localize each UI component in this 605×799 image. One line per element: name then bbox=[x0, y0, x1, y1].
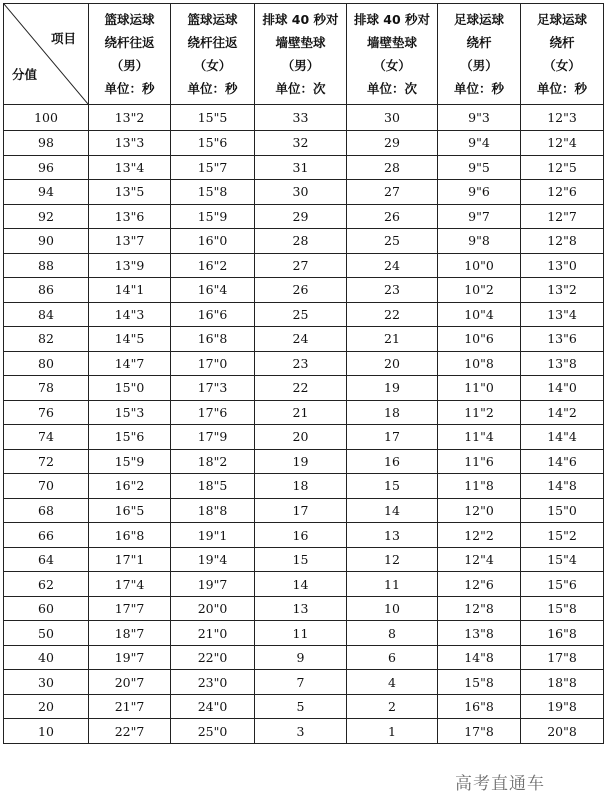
football-male-cell: 12"6 bbox=[438, 572, 521, 597]
score-cell: 98 bbox=[4, 131, 89, 156]
column-header-line: 绕杆往返 bbox=[187, 35, 238, 50]
football-male-cell: 10"6 bbox=[438, 327, 521, 352]
score-cell: 84 bbox=[4, 302, 89, 327]
basketball-female-cell: 25"0 bbox=[171, 719, 255, 744]
football-male-cell: 10"4 bbox=[438, 302, 521, 327]
volleyball-male-cell: 27 bbox=[255, 253, 347, 278]
basketball-male-cell: 17"1 bbox=[89, 547, 171, 572]
football-male-cell: 9"5 bbox=[438, 155, 521, 180]
volleyball-female-cell: 4 bbox=[347, 670, 438, 695]
column-header-line: （男） bbox=[281, 58, 320, 73]
basketball-male-cell: 18"7 bbox=[89, 621, 171, 646]
basketball-male-cell: 14"3 bbox=[89, 302, 171, 327]
basketball-male-cell: 15"3 bbox=[89, 400, 171, 425]
volleyball-male-cell: 29 bbox=[255, 204, 347, 229]
football-female-cell: 18"8 bbox=[521, 670, 604, 695]
football-male-cell: 9"4 bbox=[438, 131, 521, 156]
volleyball-male-cell: 26 bbox=[255, 278, 347, 303]
volleyball-male-cell: 16 bbox=[255, 523, 347, 548]
column-header-football-female bbox=[521, 4, 604, 105]
basketball-female-cell: 15"8 bbox=[171, 180, 255, 205]
column-header-line: 排球 40 秒对 bbox=[262, 12, 339, 27]
column-header-volleyball-male bbox=[255, 4, 347, 105]
column-header-line: 篮球运球 bbox=[104, 12, 155, 27]
table-row bbox=[4, 523, 604, 548]
football-female-cell: 19"8 bbox=[521, 694, 604, 719]
basketball-male-cell: 17"4 bbox=[89, 572, 171, 597]
volleyball-male-cell: 28 bbox=[255, 229, 347, 254]
football-male-cell: 12"4 bbox=[438, 547, 521, 572]
football-female-cell: 13"0 bbox=[521, 253, 604, 278]
basketball-male-cell: 20"7 bbox=[89, 670, 171, 695]
score-cell: 100 bbox=[4, 105, 89, 131]
column-header-line: 足球运球 bbox=[453, 12, 504, 27]
column-header-unit: 单位：次 bbox=[366, 81, 417, 96]
football-female-cell: 14"4 bbox=[521, 425, 604, 450]
basketball-male-cell: 17"7 bbox=[89, 596, 171, 621]
basketball-female-cell: 17"0 bbox=[171, 351, 255, 376]
basketball-female-cell: 17"6 bbox=[171, 400, 255, 425]
corner-score-label: 分值 bbox=[12, 67, 38, 82]
football-female-cell: 14"0 bbox=[521, 376, 604, 401]
volleyball-female-cell: 23 bbox=[347, 278, 438, 303]
column-header-line: （女） bbox=[193, 58, 232, 73]
score-table bbox=[3, 3, 604, 744]
score-cell: 64 bbox=[4, 547, 89, 572]
column-header-line: 绕杆 bbox=[466, 35, 492, 50]
score-cell: 66 bbox=[4, 523, 89, 548]
football-male-cell: 10"2 bbox=[438, 278, 521, 303]
football-male-cell: 12"0 bbox=[438, 498, 521, 523]
basketball-female-cell: 15"7 bbox=[171, 155, 255, 180]
basketball-female-cell: 16"8 bbox=[171, 327, 255, 352]
volleyball-female-cell: 21 bbox=[347, 327, 438, 352]
score-cell: 60 bbox=[4, 596, 89, 621]
basketball-female-cell: 16"4 bbox=[171, 278, 255, 303]
football-female-cell: 15"0 bbox=[521, 498, 604, 523]
table-row bbox=[4, 376, 604, 401]
column-header-unit: 单位：秒 bbox=[536, 81, 587, 96]
volleyball-male-cell: 25 bbox=[255, 302, 347, 327]
football-male-cell: 11"6 bbox=[438, 449, 521, 474]
football-male-cell: 11"0 bbox=[438, 376, 521, 401]
football-female-cell: 15"4 bbox=[521, 547, 604, 572]
volleyball-female-cell: 13 bbox=[347, 523, 438, 548]
football-female-cell: 13"8 bbox=[521, 351, 604, 376]
football-female-cell: 12"6 bbox=[521, 180, 604, 205]
column-header-line: （男） bbox=[460, 58, 498, 73]
basketball-male-cell: 13"3 bbox=[89, 131, 171, 156]
volleyball-female-cell: 25 bbox=[347, 229, 438, 254]
football-female-cell: 13"4 bbox=[521, 302, 604, 327]
football-male-cell: 15"8 bbox=[438, 670, 521, 695]
score-cell: 76 bbox=[4, 400, 89, 425]
basketball-male-cell: 14"7 bbox=[89, 351, 171, 376]
score-cell: 96 bbox=[4, 155, 89, 180]
column-header-line: 绕杆往返 bbox=[104, 35, 155, 50]
football-male-cell: 17"8 bbox=[438, 719, 521, 744]
score-cell: 94 bbox=[4, 180, 89, 205]
volleyball-female-cell: 27 bbox=[347, 180, 438, 205]
column-header-line: 绕杆 bbox=[549, 35, 575, 50]
table-row bbox=[4, 645, 604, 670]
basketball-male-cell: 16"5 bbox=[89, 498, 171, 523]
basketball-female-cell: 19"7 bbox=[171, 572, 255, 597]
football-male-cell: 9"3 bbox=[438, 105, 521, 131]
basketball-female-cell: 17"9 bbox=[171, 425, 255, 450]
score-cell: 78 bbox=[4, 376, 89, 401]
football-male-cell: 13"8 bbox=[438, 621, 521, 646]
basketball-female-cell: 16"6 bbox=[171, 302, 255, 327]
basketball-female-cell: 18"8 bbox=[171, 498, 255, 523]
basketball-female-cell: 19"4 bbox=[171, 547, 255, 572]
column-header-line: 足球运球 bbox=[536, 12, 587, 27]
column-header-unit: 单位：秒 bbox=[187, 81, 238, 96]
table-row bbox=[4, 180, 604, 205]
volleyball-female-cell: 24 bbox=[347, 253, 438, 278]
watermark: 高考直通车 bbox=[452, 769, 548, 794]
score-cell: 74 bbox=[4, 425, 89, 450]
basketball-female-cell: 16"0 bbox=[171, 229, 255, 254]
column-header-line: （女） bbox=[373, 58, 411, 73]
volleyball-male-cell: 9 bbox=[255, 645, 347, 670]
volleyball-female-cell: 29 bbox=[347, 131, 438, 156]
table-row bbox=[4, 351, 604, 376]
header-row bbox=[4, 4, 604, 105]
football-male-cell: 9"8 bbox=[438, 229, 521, 254]
score-cell: 90 bbox=[4, 229, 89, 254]
score-cell: 50 bbox=[4, 621, 89, 646]
table-row bbox=[4, 204, 604, 229]
basketball-male-cell: 22"7 bbox=[89, 719, 171, 744]
column-header-line: （女） bbox=[543, 58, 581, 73]
volleyball-male-cell: 5 bbox=[255, 694, 347, 719]
volleyball-male-cell: 32 bbox=[255, 131, 347, 156]
basketball-male-cell: 16"8 bbox=[89, 523, 171, 548]
volleyball-female-cell: 6 bbox=[347, 645, 438, 670]
basketball-female-cell: 18"5 bbox=[171, 474, 255, 499]
score-cell: 30 bbox=[4, 670, 89, 695]
score-cell: 20 bbox=[4, 694, 89, 719]
basketball-male-cell: 13"7 bbox=[89, 229, 171, 254]
volleyball-female-cell: 19 bbox=[347, 376, 438, 401]
score-cell: 68 bbox=[4, 498, 89, 523]
basketball-male-cell: 15"9 bbox=[89, 449, 171, 474]
score-cell: 62 bbox=[4, 572, 89, 597]
table-row bbox=[4, 155, 604, 180]
football-male-cell: 11"2 bbox=[438, 400, 521, 425]
volleyball-female-cell: 28 bbox=[347, 155, 438, 180]
football-male-cell: 11"8 bbox=[438, 474, 521, 499]
table-row bbox=[4, 278, 604, 303]
football-male-cell: 12"8 bbox=[438, 596, 521, 621]
volleyball-male-cell: 24 bbox=[255, 327, 347, 352]
table-row bbox=[4, 694, 604, 719]
table-row bbox=[4, 670, 604, 695]
table-row bbox=[4, 449, 604, 474]
football-female-cell: 12"4 bbox=[521, 131, 604, 156]
football-female-cell: 20"8 bbox=[521, 719, 604, 744]
football-male-cell: 9"7 bbox=[438, 204, 521, 229]
volleyball-female-cell: 17 bbox=[347, 425, 438, 450]
basketball-female-cell: 18"2 bbox=[171, 449, 255, 474]
table-row bbox=[4, 719, 604, 744]
column-header-basketball-female bbox=[171, 4, 255, 105]
basketball-male-cell: 14"5 bbox=[89, 327, 171, 352]
basketball-male-cell: 13"2 bbox=[89, 105, 171, 131]
table-row bbox=[4, 425, 604, 450]
volleyball-female-cell: 16 bbox=[347, 449, 438, 474]
football-female-cell: 13"2 bbox=[521, 278, 604, 303]
basketball-male-cell: 16"2 bbox=[89, 474, 171, 499]
column-header-line: 墙壁垫球 bbox=[275, 35, 326, 50]
volleyball-female-cell: 22 bbox=[347, 302, 438, 327]
volleyball-male-cell: 23 bbox=[255, 351, 347, 376]
table-row bbox=[4, 327, 604, 352]
volleyball-male-cell: 7 bbox=[255, 670, 347, 695]
column-header-basketball-male bbox=[89, 4, 171, 105]
diagonal-divider bbox=[4, 4, 88, 104]
table-row bbox=[4, 547, 604, 572]
football-female-cell: 17"8 bbox=[521, 645, 604, 670]
basketball-female-cell: 19"1 bbox=[171, 523, 255, 548]
volleyball-male-cell: 3 bbox=[255, 719, 347, 744]
football-female-cell: 12"5 bbox=[521, 155, 604, 180]
football-male-cell: 14"8 bbox=[438, 645, 521, 670]
basketball-female-cell: 15"6 bbox=[171, 131, 255, 156]
basketball-female-cell: 20"0 bbox=[171, 596, 255, 621]
basketball-male-cell: 19"7 bbox=[89, 645, 171, 670]
basketball-female-cell: 15"9 bbox=[171, 204, 255, 229]
football-male-cell: 16"8 bbox=[438, 694, 521, 719]
football-female-cell: 15"6 bbox=[521, 572, 604, 597]
score-cell: 82 bbox=[4, 327, 89, 352]
volleyball-female-cell: 18 bbox=[347, 400, 438, 425]
volleyball-female-cell: 15 bbox=[347, 474, 438, 499]
table-row bbox=[4, 253, 604, 278]
football-female-cell: 14"8 bbox=[521, 474, 604, 499]
volleyball-male-cell: 33 bbox=[255, 105, 347, 131]
score-cell: 72 bbox=[4, 449, 89, 474]
column-header-line: 篮球运球 bbox=[187, 12, 238, 27]
basketball-male-cell: 15"0 bbox=[89, 376, 171, 401]
volleyball-male-cell: 22 bbox=[255, 376, 347, 401]
table-header bbox=[4, 4, 604, 105]
column-header-unit: 单位：秒 bbox=[104, 81, 155, 96]
basketball-male-cell: 14"1 bbox=[89, 278, 171, 303]
volleyball-male-cell: 11 bbox=[255, 621, 347, 646]
volleyball-female-cell: 14 bbox=[347, 498, 438, 523]
football-female-cell: 15"8 bbox=[521, 596, 604, 621]
score-cell: 40 bbox=[4, 645, 89, 670]
football-male-cell: 12"2 bbox=[438, 523, 521, 548]
column-header-line: 排球 40 秒对 bbox=[353, 12, 431, 27]
basketball-male-cell: 13"6 bbox=[89, 204, 171, 229]
score-cell: 80 bbox=[4, 351, 89, 376]
volleyball-male-cell: 17 bbox=[255, 498, 347, 523]
score-cell: 10 bbox=[4, 719, 89, 744]
table-row bbox=[4, 474, 604, 499]
score-cell: 70 bbox=[4, 474, 89, 499]
column-header-volleyball-female bbox=[347, 4, 438, 105]
volleyball-female-cell: 1 bbox=[347, 719, 438, 744]
football-female-cell: 14"6 bbox=[521, 449, 604, 474]
football-female-cell: 13"6 bbox=[521, 327, 604, 352]
column-header-unit: 单位：次 bbox=[275, 81, 326, 96]
volleyball-female-cell: 10 bbox=[347, 596, 438, 621]
column-header-unit: 单位：秒 bbox=[453, 81, 504, 96]
volleyball-male-cell: 20 bbox=[255, 425, 347, 450]
basketball-female-cell: 16"2 bbox=[171, 253, 255, 278]
basketball-female-cell: 15"5 bbox=[171, 105, 255, 131]
football-male-cell: 9"6 bbox=[438, 180, 521, 205]
football-male-cell: 11"4 bbox=[438, 425, 521, 450]
volleyball-female-cell: 20 bbox=[347, 351, 438, 376]
volleyball-female-cell: 8 bbox=[347, 621, 438, 646]
column-header-line: 墙壁垫球 bbox=[366, 35, 417, 50]
table-row bbox=[4, 400, 604, 425]
volleyball-male-cell: 14 bbox=[255, 572, 347, 597]
basketball-male-cell: 13"9 bbox=[89, 253, 171, 278]
volleyball-female-cell: 2 bbox=[347, 694, 438, 719]
score-cell: 92 bbox=[4, 204, 89, 229]
football-male-cell: 10"8 bbox=[438, 351, 521, 376]
table-row bbox=[4, 131, 604, 156]
football-female-cell: 12"3 bbox=[521, 105, 604, 131]
volleyball-female-cell: 11 bbox=[347, 572, 438, 597]
corner-item-label: 项目 bbox=[50, 31, 76, 46]
basketball-male-cell: 15"6 bbox=[89, 425, 171, 450]
football-female-cell: 15"2 bbox=[521, 523, 604, 548]
volleyball-male-cell: 21 bbox=[255, 400, 347, 425]
column-header-line: （男） bbox=[110, 58, 149, 73]
volleyball-male-cell: 31 bbox=[255, 155, 347, 180]
table-row bbox=[4, 596, 604, 621]
football-female-cell: 12"8 bbox=[521, 229, 604, 254]
volleyball-male-cell: 13 bbox=[255, 596, 347, 621]
volleyball-male-cell: 30 bbox=[255, 180, 347, 205]
score-cell: 88 bbox=[4, 253, 89, 278]
basketball-female-cell: 23"0 bbox=[171, 670, 255, 695]
volleyball-male-cell: 19 bbox=[255, 449, 347, 474]
score-cell: 86 bbox=[4, 278, 89, 303]
basketball-female-cell: 17"3 bbox=[171, 376, 255, 401]
table-body bbox=[4, 105, 604, 744]
volleyball-female-cell: 12 bbox=[347, 547, 438, 572]
table-row bbox=[4, 621, 604, 646]
volleyball-male-cell: 18 bbox=[255, 474, 347, 499]
table-row bbox=[4, 302, 604, 327]
volleyball-female-cell: 30 bbox=[347, 105, 438, 131]
basketball-female-cell: 21"0 bbox=[171, 621, 255, 646]
basketball-female-cell: 24"0 bbox=[171, 694, 255, 719]
basketball-male-cell: 13"4 bbox=[89, 155, 171, 180]
corner-header-cell bbox=[4, 4, 89, 105]
volleyball-male-cell: 15 bbox=[255, 547, 347, 572]
table-row bbox=[4, 572, 604, 597]
table-row bbox=[4, 105, 604, 131]
football-female-cell: 14"2 bbox=[521, 400, 604, 425]
volleyball-female-cell: 26 bbox=[347, 204, 438, 229]
table-row bbox=[4, 229, 604, 254]
table-row bbox=[4, 498, 604, 523]
football-male-cell: 10"0 bbox=[438, 253, 521, 278]
basketball-male-cell: 21"7 bbox=[89, 694, 171, 719]
football-female-cell: 12"7 bbox=[521, 204, 604, 229]
basketball-male-cell: 13"5 bbox=[89, 180, 171, 205]
football-female-cell: 16"8 bbox=[521, 621, 604, 646]
column-header-football-male bbox=[438, 4, 521, 105]
basketball-female-cell: 22"0 bbox=[171, 645, 255, 670]
